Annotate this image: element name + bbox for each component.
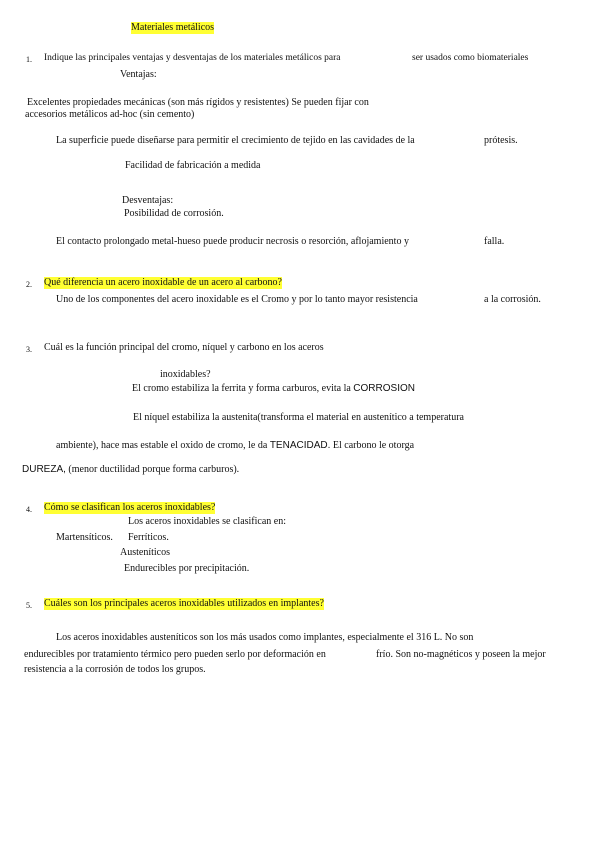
- q1-question-part-a: Indique las principales ventajas y desventajas de los materiales metálicos para: [44, 53, 341, 63]
- q5-number: 5.: [26, 601, 32, 610]
- q3-question-part-a: Cuál es la función principal del cromo, níquel y carbono en los aceros: [44, 342, 324, 353]
- q3-answer-chromium: [132, 383, 415, 395]
- ventaja-2-part-b: prótesis.: [484, 135, 518, 146]
- q4-class-ferriticos: Ferríticos.: [128, 532, 169, 543]
- q2-number: 2.: [26, 280, 32, 289]
- q3-answer-nickel-cont-text: ambiente), hace mas estable el oxido de cromo, le da: [56, 440, 268, 451]
- q4-class-endurecibles: Endurecibles por precipitación.: [124, 563, 250, 574]
- q4-class-martensiticos: Martensíticos.: [56, 532, 113, 543]
- q5-paragraph-line-3: resistencia a la corrosión de todos los grupos.: [24, 664, 206, 675]
- desventajas-label: Desventajas:: [122, 195, 174, 206]
- q3-answer-nickel-cont: [56, 440, 414, 452]
- q4-number: 4.: [26, 505, 32, 514]
- ventajas-label: Ventajas:: [120, 69, 157, 80]
- q1-question-part-b: ser usados como biomateriales: [412, 53, 529, 63]
- q5-paragraph-line-2a: endurecibles por tratamiento térmico pero pueden serlo por deformación en: [24, 649, 326, 660]
- q3-answer-carbon-cont: (menor ductilidad porque forma carburos).: [68, 464, 240, 475]
- desventaja-2-part-a: El contacto prolongado metal-hueso puede producir necrosis o resorción, aflojamiento y: [56, 236, 409, 247]
- document-title: Materiales metálicos: [131, 22, 215, 33]
- q2-question: Qué diferencia un acero inoxidable de un acero al carbono?: [44, 277, 282, 288]
- q5-question: Cuáles son los principales aceros inoxidables utilizados en implantes?: [44, 598, 324, 609]
- ventaja-1-line-2: accesorios metálicos ad-hoc (sin cemento): [25, 109, 195, 120]
- q1-number: 1.: [26, 55, 32, 64]
- q3-answer-chromium-text: El cromo estabiliza la ferrita y forma carburos, evita la: [132, 383, 351, 394]
- ventaja-1-line-1: Excelentes propiedades mecánicas (son más rígidos y resistentes) Se pueden fijar con: [27, 97, 369, 108]
- q2-answer-part-b: a la corrosión.: [484, 294, 541, 305]
- q3-answer-carbon: [22, 464, 239, 476]
- q3-answer-chromium-emphasis: CORROSION: [353, 383, 415, 394]
- desventaja-1: Posibilidad de corrosión.: [124, 208, 224, 219]
- ventaja-2-part-a: La superficie puede diseñarse para permitir el crecimiento de tejido en las cavidades de la: [56, 135, 415, 146]
- q4-question: Cómo se clasifican los aceros inoxidables?: [44, 502, 216, 513]
- ventaja-3: Facilidad de fabricación a medida: [125, 160, 261, 171]
- q5-paragraph-line-2b: frío. Son no-magnéticos y poseen la mejor: [376, 649, 546, 660]
- q4-class-austeniticos: Austeníticos: [120, 547, 170, 558]
- q3-answer-tenacidad: TENACIDAD.: [269, 440, 331, 451]
- desventaja-2-part-b: falla.: [484, 236, 505, 247]
- q3-number: 3.: [26, 345, 32, 354]
- q4-intro: Los aceros inoxidables se clasifican en:: [128, 516, 286, 527]
- q2-answer-part-a: Uno de los componentes del acero inoxidable es el Cromo y por lo tanto mayor resistencia: [56, 294, 418, 305]
- q3-question-part-b: inoxidables?: [160, 369, 211, 380]
- q3-answer-nickel: El níquel estabiliza la austenita(transforma el material en austenítico a temperatura: [133, 412, 464, 423]
- q3-answer-carbon-text: El carbono le otorga: [332, 440, 415, 451]
- q3-answer-dureza: DUREZA,: [22, 464, 66, 475]
- q5-paragraph-line-1: Los aceros inoxidables austeníticos son los más usados como implantes, especialmente el 316 L. No son: [56, 632, 474, 643]
